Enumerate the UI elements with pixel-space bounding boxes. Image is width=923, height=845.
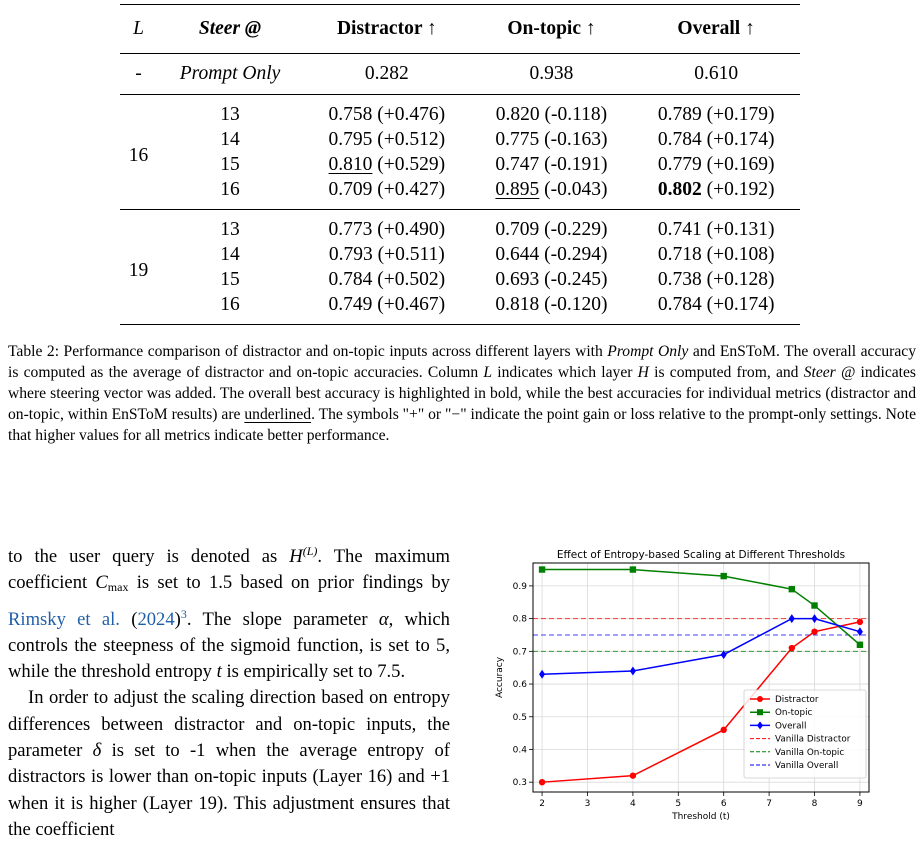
table-cell: 0.784 (+0.502) xyxy=(328,268,446,290)
data-point xyxy=(630,666,636,675)
table-cell: 0.709 (+0.427) xyxy=(328,178,446,200)
table-cell: 0.818 (-0.120) xyxy=(495,293,608,315)
body-text: to the user query is denoted as xyxy=(8,546,290,567)
caption-text: indicates which layer xyxy=(492,364,638,381)
caption-text: H xyxy=(637,364,649,381)
table-row-prompt-only xyxy=(120,54,800,95)
legend-label: Distractor xyxy=(775,695,819,705)
table-cell: 0.741 (+0.131) xyxy=(657,218,775,240)
header-ontopic: On-topic ↑ xyxy=(507,18,596,39)
table-cell: 13 xyxy=(220,218,240,240)
body-text: is set to -1 when the average entropy of distractors is lower than on-topic inputs (Layer 16) and xyxy=(8,740,450,788)
caption-text: Prompt Only xyxy=(607,343,689,360)
math-superscript: (L) xyxy=(302,544,318,558)
body-text: is set to 1.5 based on prior findings by xyxy=(128,572,450,594)
chart-title: Effect of Entropy-based Scaling at Different Thresholds xyxy=(556,549,846,561)
data-point xyxy=(721,727,727,733)
table-row xyxy=(120,127,800,152)
header-distractor: Distractor ↑ xyxy=(336,18,437,39)
x-axis-label: Threshold (t) xyxy=(672,812,730,822)
x-tick-label: 8 xyxy=(811,799,818,809)
delta-value: (+0.192) xyxy=(701,178,775,200)
math-subscript: max xyxy=(107,580,129,595)
math-symbol: t xyxy=(216,661,222,683)
results-table-container xyxy=(120,4,800,325)
body-text-column xyxy=(8,538,450,843)
table-cell: 0.938 xyxy=(529,63,574,84)
table-cell: 0.779 (+0.169) xyxy=(657,153,775,175)
table-cell: 0.784 (+0.174) xyxy=(657,128,775,150)
table-cell: 0.749 (+0.467) xyxy=(328,293,446,315)
table-cell: 0.693 (-0.245) xyxy=(495,268,608,290)
legend-label: Vanilla On-topic xyxy=(775,747,845,758)
best-overall-value: 0.802 xyxy=(657,178,702,200)
data-point xyxy=(811,629,817,635)
legend-label: Vanilla Overall xyxy=(775,761,839,771)
math-symbol: δ xyxy=(92,740,102,762)
body-text: , which controls the steepness of the sigmoid function, is set to 5, while the threshold entropy xyxy=(8,608,450,683)
citation-link[interactable]: Rimsky et al. xyxy=(8,608,120,630)
table-cell: 0.738 (+0.128) xyxy=(657,268,775,290)
table-cell: 0.820 (-0.118) xyxy=(495,103,608,125)
table-row xyxy=(120,242,800,267)
table-cell: 0.644 (-0.294) xyxy=(495,243,608,265)
caption-text: Steer @ xyxy=(803,364,856,381)
table-cell: 0.718 (+0.108) xyxy=(657,243,775,265)
caption-text: Table 2: Performance comparison of distractor and on-topic inputs across different layers with xyxy=(8,343,608,360)
threshold-chart xyxy=(486,540,880,840)
y-tick-label: 0.9 xyxy=(512,581,527,592)
chart-svg xyxy=(486,540,880,840)
y-tick-label: 0.3 xyxy=(512,778,527,789)
x-tick-label: 3 xyxy=(584,799,591,809)
body-text: . The slope parameter xyxy=(186,608,379,630)
y-tick-label: 0.8 xyxy=(512,614,527,625)
table-cell: 0.747 (-0.191) xyxy=(495,153,608,175)
table-row xyxy=(120,210,800,243)
body-text: when it is higher (Layer 19). This adjustment ensures that the coefficient xyxy=(8,792,450,840)
math-symbol: α xyxy=(378,608,389,630)
table-row xyxy=(120,95,800,128)
table-row xyxy=(120,292,800,325)
x-tick-label: 4 xyxy=(630,799,636,809)
y-tick-label: 0.7 xyxy=(512,647,527,658)
x-tick-label: 9 xyxy=(857,799,863,809)
x-tick-label: 2 xyxy=(539,799,545,809)
table-row xyxy=(120,152,800,177)
data-point xyxy=(539,566,545,572)
table-cell: 0.784 (+0.174) xyxy=(657,293,775,315)
table-cell: 16 xyxy=(220,178,240,200)
x-tick-label: 7 xyxy=(766,799,772,809)
table-cell: 15 xyxy=(220,268,240,290)
best-ontopic-value: 0.895 xyxy=(495,178,540,200)
body-text: . The maximum coefficient xyxy=(8,546,451,594)
best-distractor-value: 0.810 xyxy=(328,153,373,175)
header-overall: Overall ↑ xyxy=(677,18,755,39)
paragraph xyxy=(8,685,450,843)
table-cell xyxy=(303,152,471,177)
citation-year-link[interactable]: 2024 xyxy=(137,608,175,630)
y-axis-label: Accuracy xyxy=(495,656,505,699)
table-cell: 0.789 (+0.179) xyxy=(657,103,775,125)
data-point xyxy=(857,642,863,648)
paragraph xyxy=(8,538,450,685)
data-point xyxy=(630,566,636,572)
table-cell: 0.775 (-0.163) xyxy=(495,128,608,150)
table-cell: 0.793 (+0.511) xyxy=(328,243,445,265)
caption-text: is computed from, and xyxy=(648,364,804,381)
table-cell: 14 xyxy=(220,243,240,265)
table-cell: - xyxy=(135,63,142,84)
data-point xyxy=(789,645,795,651)
table-cell: 13 xyxy=(220,103,240,125)
y-tick-label: 0.4 xyxy=(512,745,527,756)
legend-label: Vanilla Distractor xyxy=(775,734,851,745)
body-text: is empirically set to 7.5. xyxy=(221,661,406,683)
data-point xyxy=(812,614,818,623)
results-table xyxy=(120,4,800,325)
table-row xyxy=(120,267,800,292)
header-steer: Steer @ xyxy=(198,18,262,39)
data-point xyxy=(539,779,545,785)
table-cell: 0.709 (-0.229) xyxy=(495,218,608,240)
x-tick-label: 5 xyxy=(675,799,682,809)
data-point xyxy=(539,670,545,679)
table-caption xyxy=(8,341,916,446)
y-tick-label: 0.6 xyxy=(512,680,527,691)
x-tick-label: 6 xyxy=(720,799,727,809)
body-text: In order to adjust the scaling direction based on entropy differences between distractor and on-topic inputs, the parameter xyxy=(8,687,450,762)
caption-text: indicates where steering vector was added. The overall best accuracy is highlighted in bold, while the best accuracies for individual metrics (distractor and on-topic, within EnSToM results) are xyxy=(8,364,916,423)
footnote-link[interactable]: 3 xyxy=(180,606,187,621)
table-cell: 0.610 xyxy=(694,63,739,84)
layer-group-label: 19 xyxy=(128,259,149,281)
caption-text: and EnSToM. The overall accuracy is computed as the average of distractor and on-topic accuracies. Column xyxy=(8,343,916,381)
table-cell: 14 xyxy=(220,128,240,150)
table-cell: 0.773 (+0.490) xyxy=(328,218,446,240)
legend-label: On-topic xyxy=(775,708,813,719)
table-header-row xyxy=(120,5,800,54)
caption-text: L xyxy=(483,364,493,381)
table-cell: 0.758 (+0.476) xyxy=(328,103,446,125)
math-symbol: H xyxy=(289,546,303,567)
header-layer: L xyxy=(133,18,144,39)
math-symbol: C xyxy=(95,572,108,594)
data-point xyxy=(789,586,795,592)
table-cell: 0.282 xyxy=(364,63,409,84)
legend-marker xyxy=(757,696,763,702)
data-point xyxy=(630,772,636,778)
delta-value: (-0.043) xyxy=(539,178,608,200)
table-cell: Prompt Only xyxy=(179,63,281,84)
y-tick-label: 0.5 xyxy=(512,712,527,723)
layer-group-label: 16 xyxy=(128,144,149,166)
legend-label: Overall xyxy=(775,721,807,732)
table-row xyxy=(120,177,800,210)
series-line xyxy=(542,619,860,675)
data-point xyxy=(857,619,863,625)
legend-marker xyxy=(757,709,763,715)
delta-value: (+0.529) xyxy=(372,153,446,175)
table-cell: 0.795 (+0.512) xyxy=(328,128,446,150)
table-cell: 16 xyxy=(220,293,240,315)
data-point xyxy=(789,614,795,623)
body-text: ) xyxy=(174,608,181,630)
caption-text: . The symbols "+" or "−" indicate the point gain or loss relative to the prompt-only settings. Note that higher values for all metrics indicate better performance. xyxy=(8,406,916,444)
table-cell: 15 xyxy=(220,153,240,175)
data-point xyxy=(721,573,727,579)
table-cell xyxy=(632,177,800,210)
math-symbol: +1 xyxy=(430,766,450,788)
table-cell xyxy=(471,177,633,210)
data-point xyxy=(811,602,817,608)
caption-text: underlined xyxy=(244,406,312,423)
body-text: ( xyxy=(119,608,138,630)
